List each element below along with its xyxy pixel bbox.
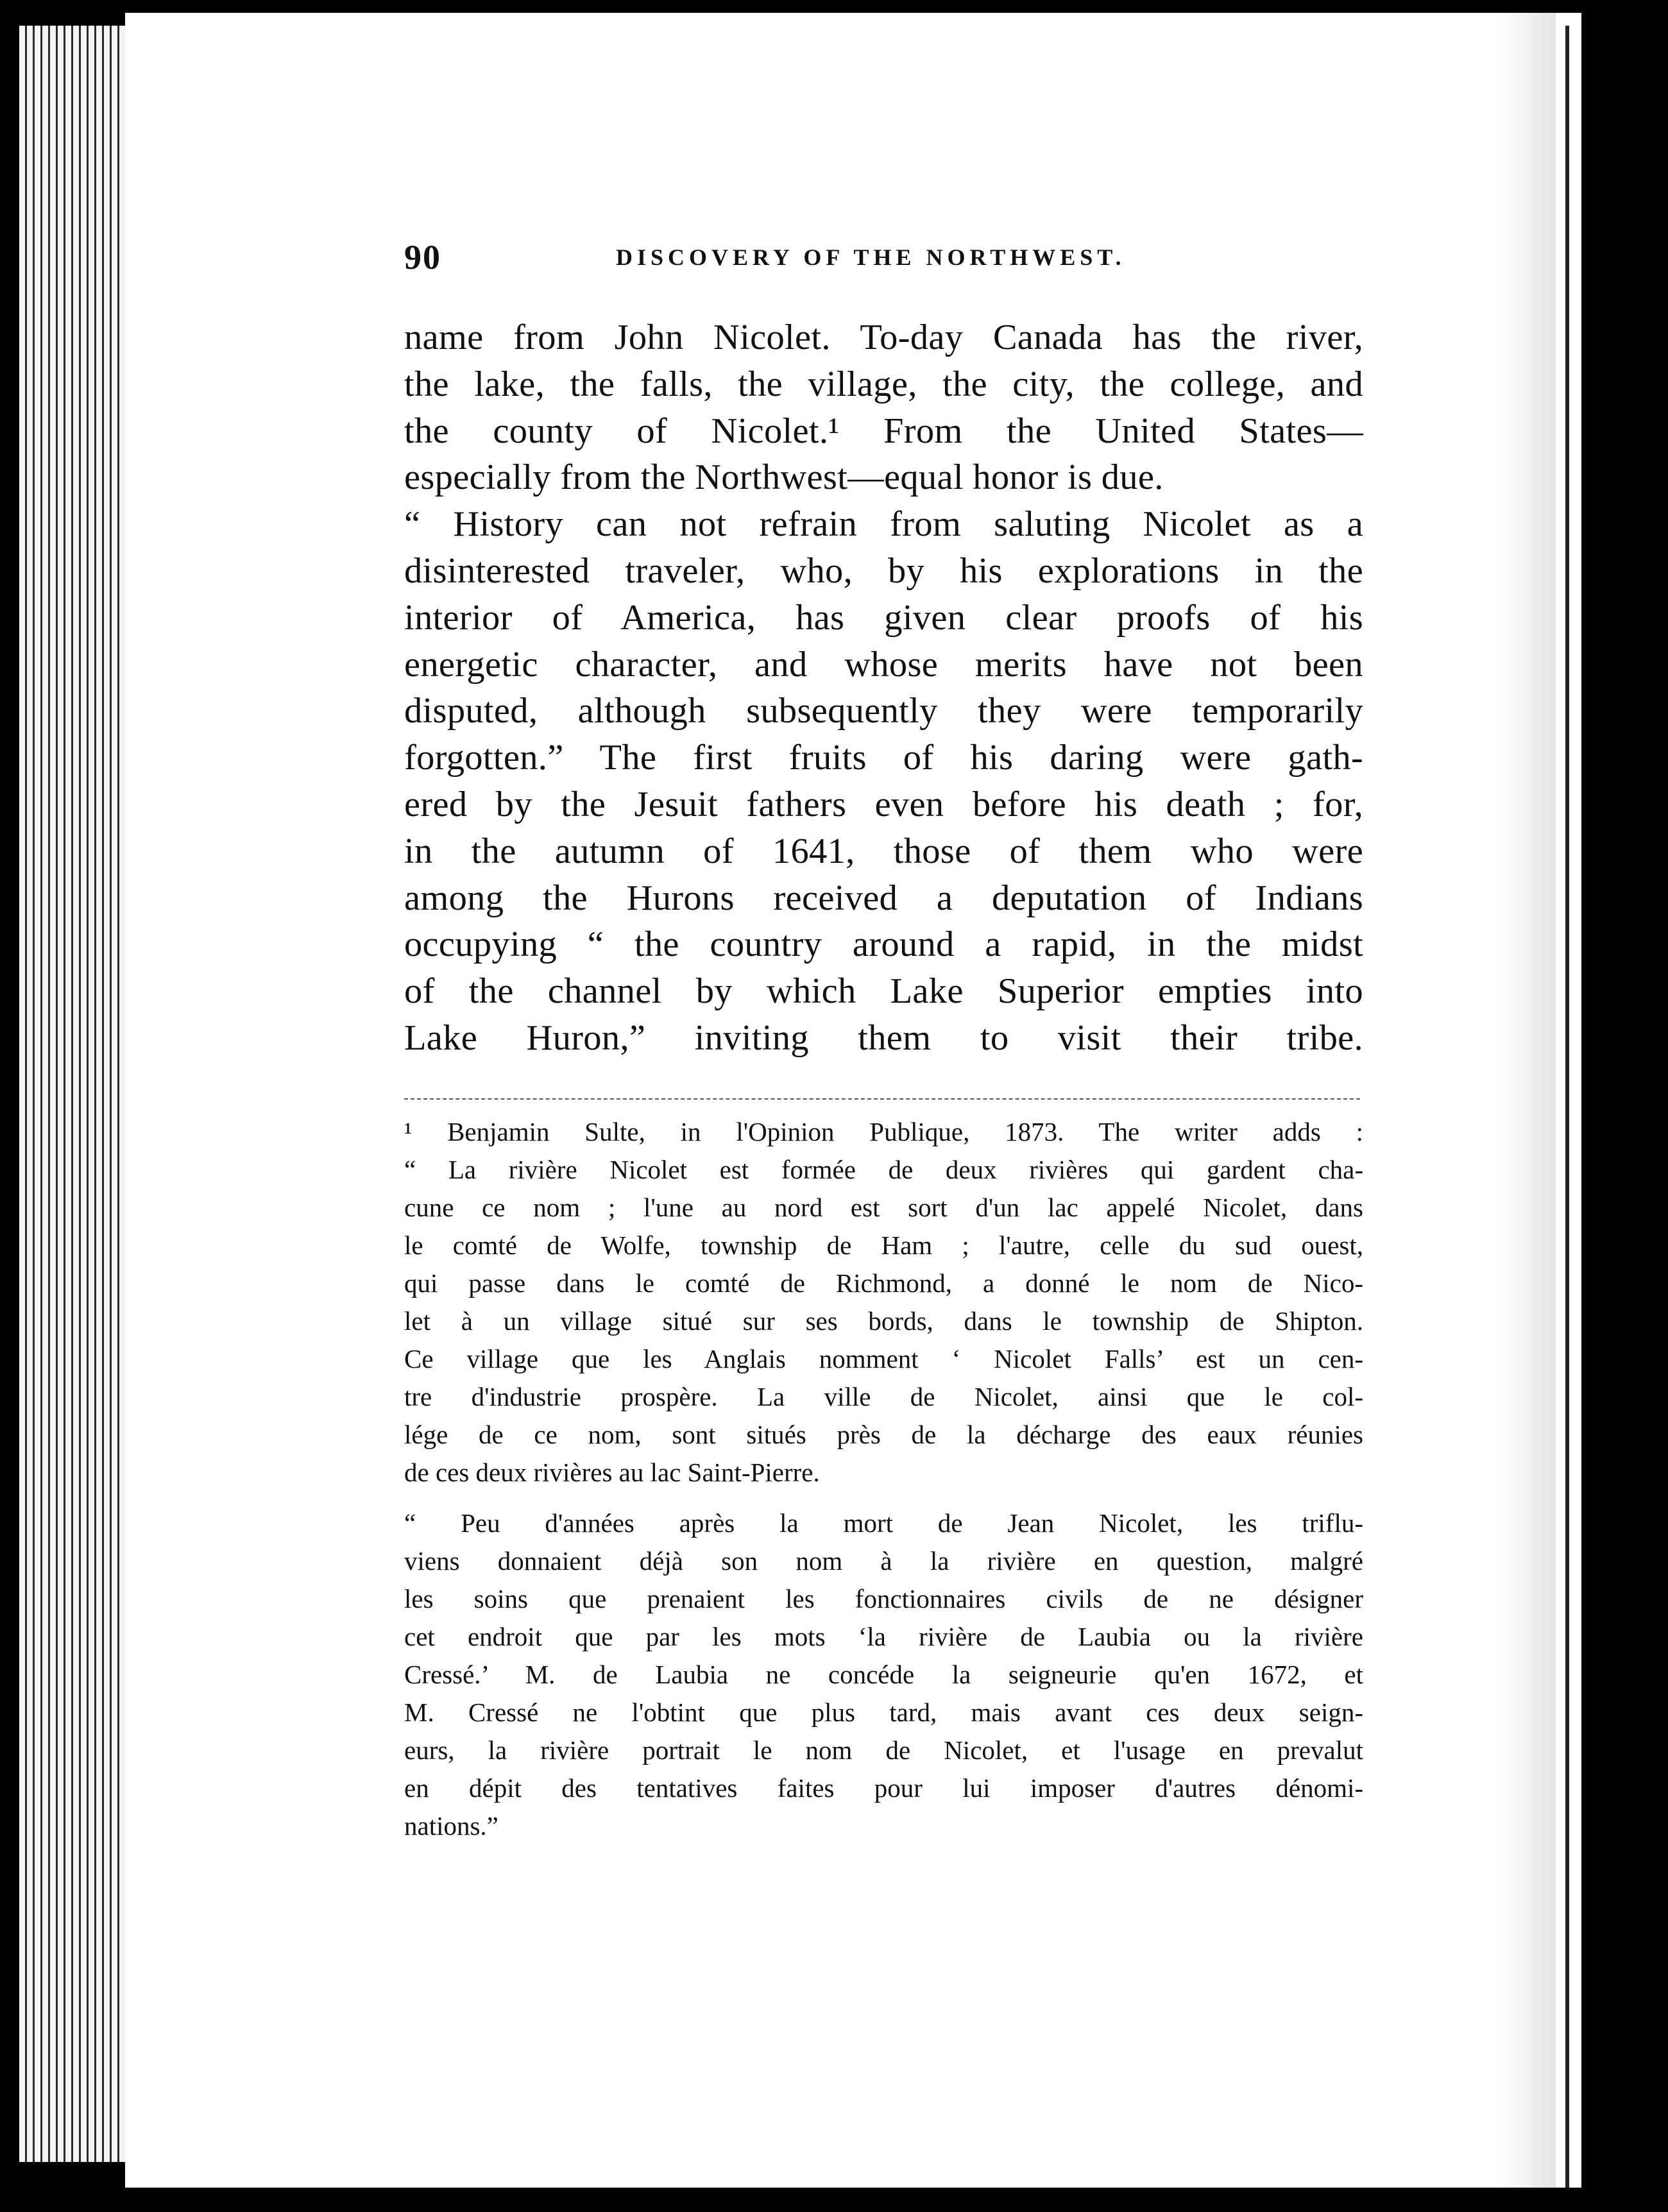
- text-line: among the Hurons received a deputation of Indians: [404, 878, 1363, 918]
- text-line: of the channel by which Lake Superior empties into: [404, 971, 1363, 1012]
- footnote-line: eurs, la rivière portrait le nom de Nicolet, et l'usage en prevalut: [404, 1735, 1363, 1765]
- page-header: [404, 237, 1366, 282]
- footnote: [404, 1113, 1363, 1845]
- text-line: occupying “ the country around a rapid, in the midst: [404, 924, 1363, 965]
- running-head: DISCOVERY OF THE NORTHWEST.: [616, 244, 1126, 270]
- footnote-line: M. Cressé ne l'obtint que plus tard, mais avant ces deux seign-: [404, 1697, 1363, 1727]
- text-line: in the autumn of 1641, those of them who were: [404, 831, 1363, 871]
- footnote-line: en dépit des tentatives faites pour lui imposer d'autres dénomi-: [404, 1773, 1363, 1803]
- text-line: Lake Huron,” inviting them to visit their tribe.: [404, 1017, 1363, 1058]
- text-line: name from John Nicolet. To-day Canada has the river,: [404, 318, 1363, 357]
- text-line: interior of America, has given clear proofs of his: [404, 597, 1363, 638]
- text-line: forgotten.” The first fruits of his daring were gath-: [404, 738, 1363, 778]
- footnote-line: Ce village que les Anglais nomment ‘ Nicolet Falls’ est un cen-: [404, 1344, 1363, 1374]
- gutter-shadow: [1501, 13, 1556, 2188]
- paragraph-gap: [404, 1492, 1363, 1504]
- book-page-edges: [19, 26, 128, 2162]
- footnote-line: tre d'industrie prospère. La ville de Nicolet, ainsi que le col-: [404, 1382, 1363, 1411]
- text-line: energetic character, and whose merits have not been: [404, 644, 1363, 685]
- footnote-line: nations.”: [404, 1811, 498, 1841]
- text-line: the lake, the falls, the village, the city, the college, and: [404, 364, 1363, 404]
- text-line: ered by the Jesuit fathers even before his death ; for,: [404, 784, 1363, 824]
- footnote-line: cet endroit que par les mots ‘la rivière de Laubia ou la rivière: [404, 1622, 1363, 1651]
- text-line: the county of Nicolet.¹ From the United States—: [404, 411, 1363, 451]
- footnote-line: let à un village situé sur ses bords, dans le township de Shipton.: [404, 1306, 1363, 1336]
- footnote-line: lége de ce nom, sont situés près de la décharge des eaux réunies: [404, 1420, 1363, 1449]
- text-line: disputed, although subsequently they were temporarily: [404, 691, 1363, 731]
- text-line: “ History can not refrain from saluting Nicolet as a: [404, 504, 1363, 545]
- footnote-line: de ces deux rivières au lac Saint-Pierre.: [404, 1458, 820, 1487]
- footnote-line: Cressé.’ M. de Laubia ne concéde la seigneurie qu'en 1672, et: [404, 1660, 1363, 1689]
- footnote-divider: [404, 1098, 1360, 1100]
- footnote-line: ¹ Benjamin Sulte, in l'Opinion Publique, 1873. The writer adds :: [404, 1117, 1363, 1146]
- footnote-line: qui passe dans le comté de Richmond, a donné le nom de Nico-: [404, 1268, 1363, 1298]
- footnote-line: les soins que prenaient les fonctionnaires civils de ne désigner: [404, 1584, 1363, 1613]
- footnote-line: cune ce nom ; l'une au nord est sort d'un lac appelé Nicolet, dans: [404, 1193, 1363, 1222]
- page-number: 90: [404, 238, 441, 276]
- footnote-line: “ Peu d'années après la mort de Jean Nicolet, les triflu-: [404, 1508, 1363, 1538]
- footnote-line: viens donnaient déjà son nom à la rivière en question, malgré: [404, 1546, 1363, 1576]
- main-text: [404, 314, 1363, 1062]
- text-line: especially from the Northwest—equal honor is due.: [404, 457, 1164, 498]
- footnote-line: “ La rivière Nicolet est formée de deux rivières qui gardent cha-: [404, 1155, 1363, 1184]
- right-binding-rule: [1565, 26, 1569, 2188]
- footnote-line: le comté de Wolfe, township de Ham ; l'autre, celle du sud ouest,: [404, 1230, 1363, 1260]
- text-line: disinterested traveler, who, by his explorations in the: [404, 550, 1363, 591]
